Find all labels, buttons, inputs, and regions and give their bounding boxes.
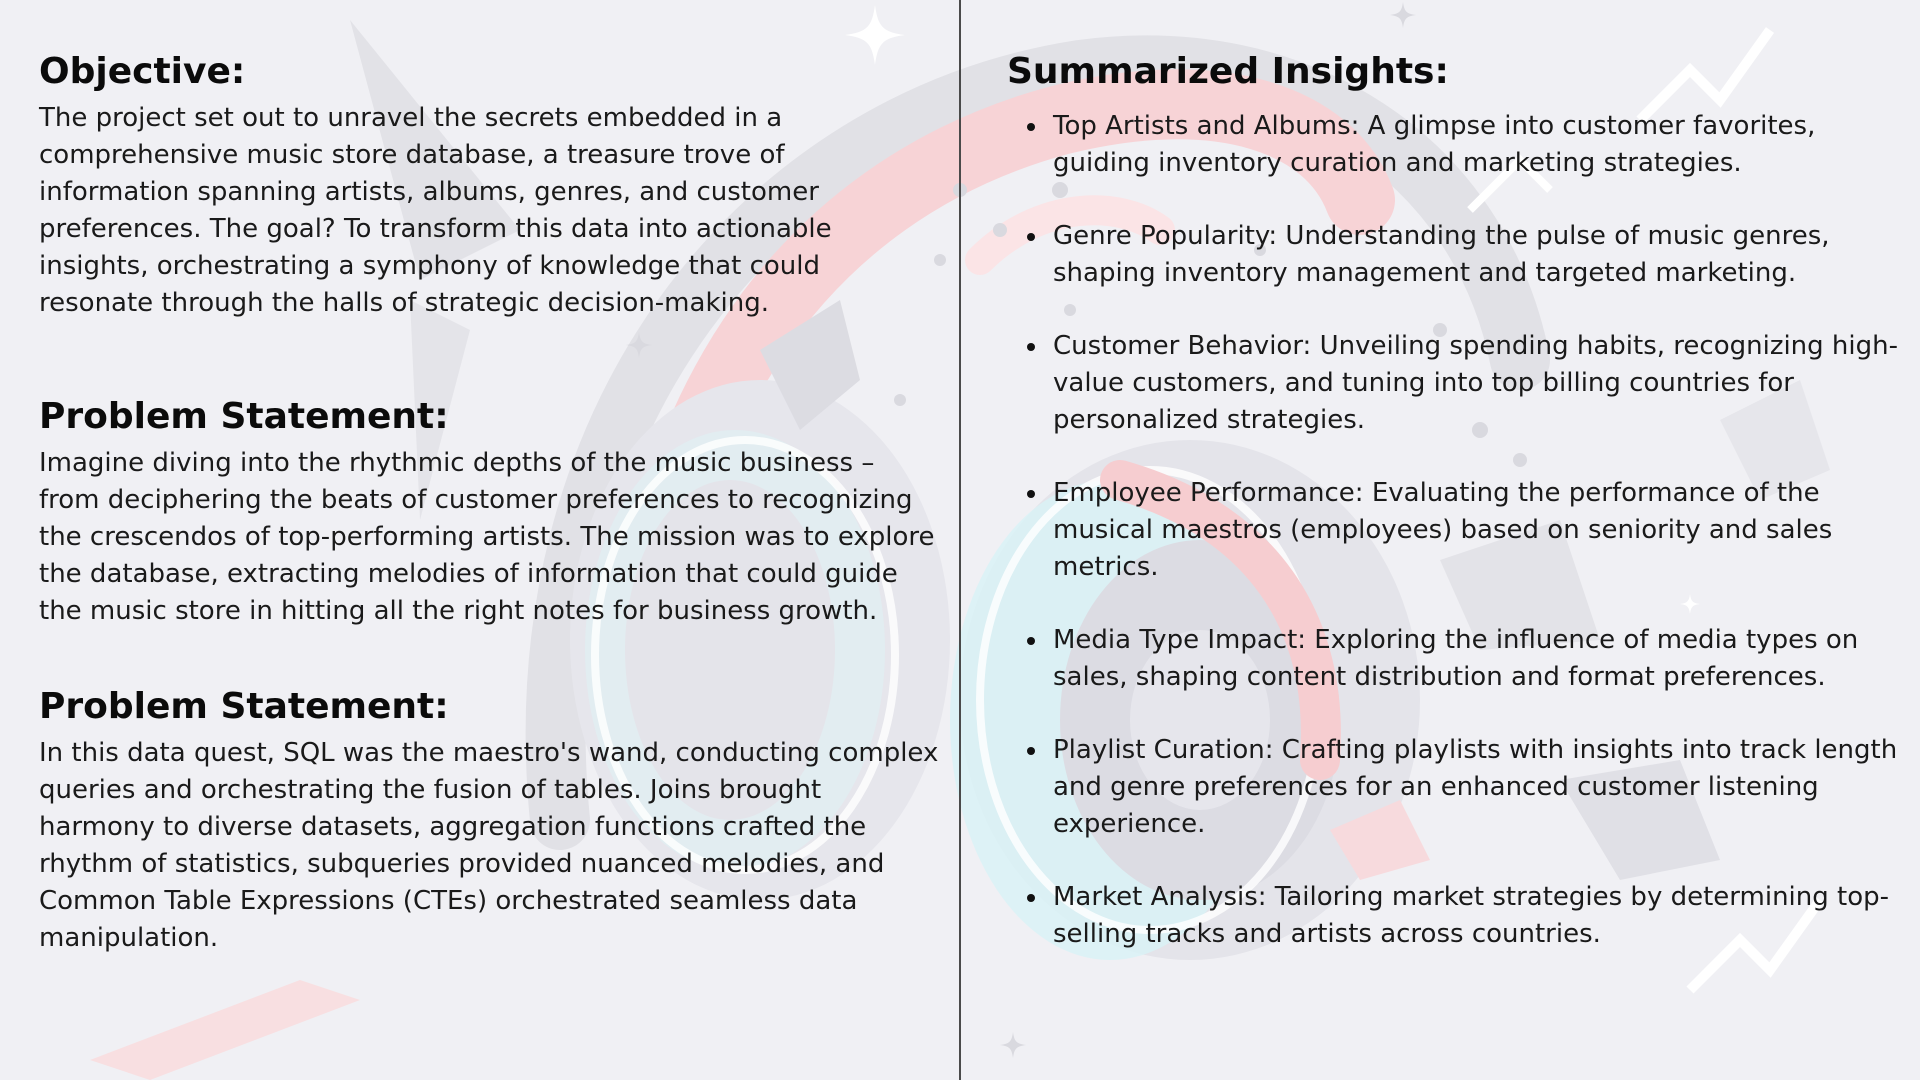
bullet-icon	[1027, 894, 1035, 902]
approach-section	[39, 679, 939, 957]
insight-item	[1007, 879, 1913, 953]
bullet-icon	[1027, 490, 1035, 498]
right-column	[1007, 44, 1907, 989]
problem-statement-section	[39, 389, 939, 679]
insight-text: Market Analysis: Tailoring market strategies by determining top-selling tracks and artists across countries.	[1053, 882, 1889, 949]
insight-item	[1007, 622, 1913, 696]
sparkle-icon	[1390, 2, 1416, 28]
insight-text: Customer Behavior: Unveiling spending habits, recognizing high-value customers, and tuning into top billing countries for personalized strategies.	[1053, 331, 1898, 435]
insight-item	[1007, 108, 1913, 182]
sparkle-icon	[1000, 1032, 1026, 1058]
insights-heading: Summarized Insights:	[1007, 51, 1449, 92]
insight-item	[1007, 475, 1913, 586]
problem-statement-heading: Problem Statement:	[39, 396, 449, 437]
left-column	[39, 44, 939, 957]
bullet-icon	[1027, 747, 1035, 755]
approach-heading: Problem Statement:	[39, 686, 449, 727]
insight-text: Media Type Impact: Exploring the influence of media types on sales, shaping content distribution and format preferences.	[1053, 625, 1859, 692]
insight-text: Top Artists and Albums: A glimpse into customer favorites, guiding inventory curation and marketing strategies.	[1053, 111, 1816, 178]
insight-text: Playlist Curation: Crafting playlists with insights into track length and genre preferences for an enhanced customer listening experience.	[1053, 735, 1898, 839]
insight-text: Employee Performance: Evaluating the performance of the musical maestros (employees) based on seniority and sales metrics.	[1053, 478, 1833, 582]
insight-text: Genre Popularity: Understanding the pulse of music genres, shaping inventory management and targeted marketing.	[1053, 221, 1830, 288]
insight-item	[1007, 218, 1913, 292]
bullet-icon	[1027, 123, 1035, 131]
bullet-icon	[1027, 637, 1035, 645]
problem-statement-text: Imagine diving into the rhythmic depths of the music business – from deciphering the beats of customer preferences to recognizing the crescendos of top-performing artists. The mission was to explore the database, extracting melodies of information that could guide the music store in hitting all the right notes for business growth.	[39, 448, 935, 626]
objective-text: The project set out to unravel the secrets embedded in a comprehensive music store database, a treasure trove of information spanning artists, albums, genres, and customer preferences. The goal? To transform this data into actionable insights, orchestrating a symphony of knowledge that could resonate through the halls of strategic decision-making.	[39, 103, 832, 318]
bullet-icon	[1027, 233, 1035, 241]
insight-item	[1007, 328, 1913, 439]
insights-list	[1007, 108, 1907, 953]
approach-text: In this data quest, SQL was the maestro's wand, conducting complex queries and orchestrating the fusion of tables. Joins brought harmony to diverse datasets, aggregation functions crafted the rhythm of statistics, subqueries provided nuanced melodies, and Common Table Expressions (CTEs) orchestrated seamless data manipulation.	[39, 738, 939, 953]
objective-section	[39, 44, 939, 389]
insight-item	[1007, 732, 1913, 843]
objective-heading: Objective:	[39, 51, 246, 92]
bullet-icon	[1027, 343, 1035, 351]
column-divider	[959, 0, 961, 1080]
